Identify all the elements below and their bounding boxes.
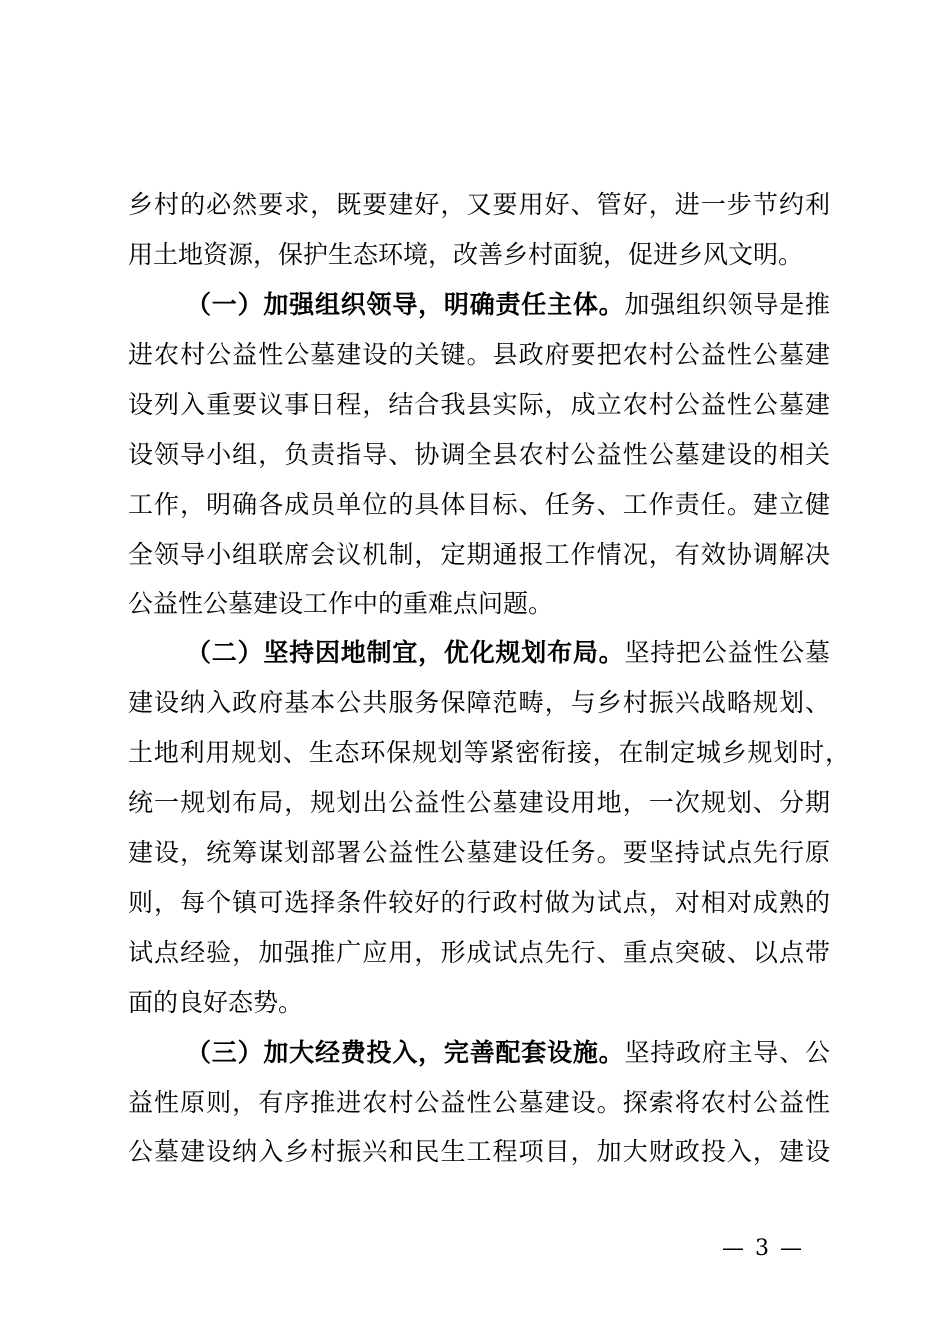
section-heading-line [186, 285, 830, 325]
text-line: 工作，明确各成员单位的具体目标、任务、工作责任。建立健 [128, 490, 830, 519]
text-line: 面的良好态势。 [128, 988, 304, 1017]
text-line: 建设，统筹谋划部署公益性公墓建设任务。要坚持试点先行原 [128, 838, 830, 867]
text-line: 设列入重要议事日程，结合我县实际，成立农村公益性公墓建 [128, 390, 830, 419]
text-line: 全领导小组联席会议机制，定期通报工作情况，有效协调解决 [128, 540, 830, 569]
text-line: 设领导小组，负责指导、协调全县农村公益性公墓建设的相关 [128, 440, 830, 469]
section-heading-line [186, 633, 830, 673]
text-span: 坚持把公益性公墓 [624, 638, 830, 667]
section-heading: （三）加大经费投入，完善配套设施。 [186, 1038, 625, 1067]
text-line: 益性原则，有序推进农村公益性公墓建设。探索将农村公益性 [128, 1088, 830, 1117]
text-span: 坚持政府主导、公 [624, 1038, 830, 1067]
text-span: 加强组织领导是推 [624, 290, 830, 319]
text-line: 公益性公墓建设工作中的重难点问题。 [128, 589, 554, 618]
section-heading: （二）坚持因地制宜，优化规划布局。 [186, 638, 625, 667]
text-line: 统一规划布局，规划出公益性公墓建设用地，一次规划、分期 [128, 788, 830, 817]
section-heading: （一）加强组织领导，明确责任主体。 [186, 290, 625, 319]
text-line: 建设纳入政府基本公共服务保障范畴，与乡村振兴战略规划、 [128, 688, 830, 717]
text-line: 土地利用规划、生态环保规划等紧密衔接，在制定城乡规划时， [128, 738, 850, 767]
text-line: 公墓建设纳入乡村振兴和民生工程项目，加大财政投入，建设 [128, 1137, 830, 1166]
text-line: 则，每个镇可选择条件较好的行政村做为试点，对相对成熟的 [128, 888, 830, 917]
text-line: 乡村的必然要求，既要建好，又要用好、管好，进一步节约利 [128, 190, 830, 219]
text-line: 试点经验，加强推广应用，形成试点先行、重点突破、以点带 [128, 938, 830, 967]
text-line: 用土地资源，保护生态环境，改善乡村面貌，促进乡风文明。 [128, 240, 804, 269]
page-number: — 3 — [722, 1236, 804, 1261]
text-line: 进农村公益性公墓建设的关键。县政府要把农村公益性公墓建 [128, 340, 830, 369]
section-heading-line [186, 1033, 830, 1073]
